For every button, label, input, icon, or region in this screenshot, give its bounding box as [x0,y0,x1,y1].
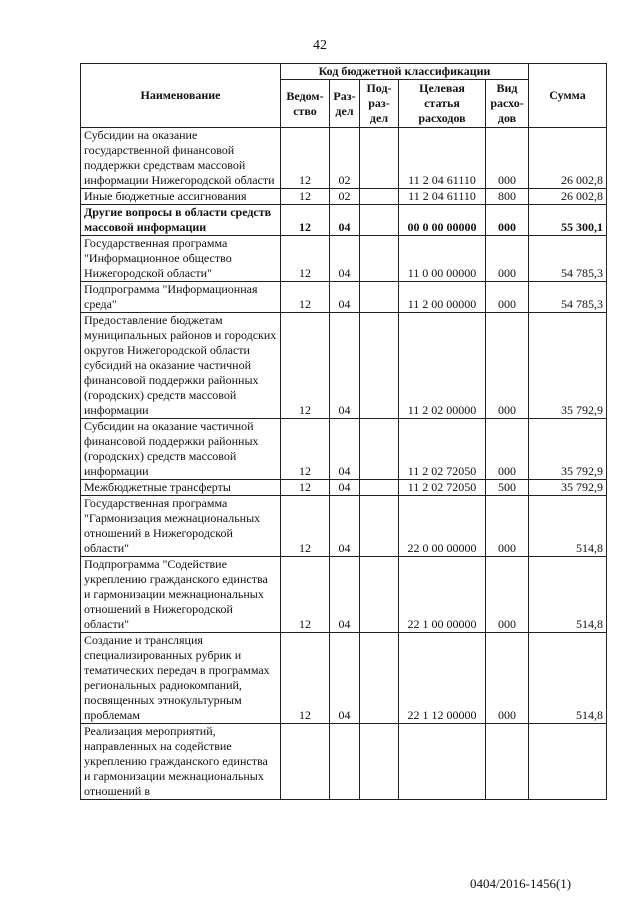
row-podrazdel [360,205,399,236]
row-vedomstvo: 12 [281,128,330,189]
row-vedomstvo: 12 [281,480,330,496]
row-statya: 11 2 00 00000 [399,282,486,313]
row-podrazdel [360,128,399,189]
row-sum [529,724,607,800]
row-podrazdel [360,480,399,496]
row-razdel: 04 [330,236,360,282]
row-vedomstvo: 12 [281,189,330,205]
row-sum: 54 785,3 [529,282,607,313]
table-row [81,633,607,724]
document-code: 0404/2016-1456(1) [470,876,572,891]
row-podrazdel [360,419,399,480]
budget-table [80,63,607,800]
table-row [81,480,607,496]
header-podrazdel: Под-раз-дел [360,80,399,128]
row-name: Государственная программа "Информационное общество Нижегородской области" [81,236,281,282]
row-name: Государственная программа "Гармонизация межнациональных отношений в Нижегородской области" [81,496,281,557]
row-name: Подпрограмма "Содействие укреплению гражданского единства и гармонизации межнациональных отношений в Нижегородской области" [81,557,281,633]
row-vedomstvo: 12 [281,633,330,724]
row-vedomstvo: 12 [281,313,330,419]
table-row [81,496,607,557]
row-razdel [330,724,360,800]
row-podrazdel [360,313,399,419]
row-razdel: 04 [330,480,360,496]
row-statya [399,724,486,800]
table-row [81,189,607,205]
row-name: Подпрограмма "Информационная среда" [81,282,281,313]
row-vid: 000 [486,282,529,313]
row-sum: 514,8 [529,496,607,557]
table-row [81,419,607,480]
row-razdel: 04 [330,419,360,480]
row-vedomstvo [281,724,330,800]
table-row [81,724,607,800]
row-sum: 54 785,3 [529,236,607,282]
row-vid: 000 [486,236,529,282]
table-row [81,205,607,236]
row-vedomstvo: 12 [281,496,330,557]
row-podrazdel [360,282,399,313]
table-row [81,128,607,189]
row-vedomstvo: 12 [281,236,330,282]
row-vid: 000 [486,205,529,236]
row-statya: 22 1 12 00000 [399,633,486,724]
header-name: Наименование [81,64,281,128]
row-vid: 800 [486,189,529,205]
row-vedomstvo: 12 [281,282,330,313]
row-name: Создание и трансляция специализированных рубрик и тематических передач в программах региональных радиокомпаний, посвященных этнокультурным проблемам [81,633,281,724]
row-vid: 000 [486,633,529,724]
header-classification: Код бюджетной классификации [281,64,529,80]
row-statya: 11 2 04 61110 [399,189,486,205]
row-sum: 26 002,8 [529,128,607,189]
row-razdel: 04 [330,313,360,419]
row-vedomstvo: 12 [281,557,330,633]
header-sum: Сумма [529,64,607,128]
row-statya: 11 2 02 00000 [399,313,486,419]
row-name: Реализация мероприятий, направленных на содействие укреплению гражданского единства и гармонизации межнациональных отношений в [81,724,281,800]
row-statya: 11 2 02 72050 [399,419,486,480]
row-name: Иные бюджетные ассигнования [81,189,281,205]
row-razdel: 04 [330,282,360,313]
header-statya: Целевая статья расходов [399,80,486,128]
row-podrazdel [360,633,399,724]
row-sum: 35 792,9 [529,480,607,496]
row-statya: 22 1 00 00000 [399,557,486,633]
row-vid: 000 [486,557,529,633]
header-razdel: Раз-дел [330,80,360,128]
row-podrazdel [360,236,399,282]
row-sum: 55 300,1 [529,205,607,236]
row-statya: 11 2 02 72050 [399,480,486,496]
row-razdel: 04 [330,633,360,724]
row-sum: 514,8 [529,557,607,633]
row-vedomstvo: 12 [281,205,330,236]
row-razdel: 04 [330,496,360,557]
header-vid: Вид расхо-дов [486,80,529,128]
row-podrazdel [360,496,399,557]
table-row [81,557,607,633]
row-podrazdel [360,557,399,633]
row-podrazdel [360,724,399,800]
table-row [81,313,607,419]
row-name: Субсидии на оказание частичной финансовой поддержки районных (городских) средств массовой информации [81,419,281,480]
header-vedomstvo: Ведом-ство [281,80,330,128]
row-statya: 11 0 00 00000 [399,236,486,282]
row-razdel: 02 [330,189,360,205]
row-vid: 000 [486,313,529,419]
row-vid: 000 [486,419,529,480]
row-vid: 500 [486,480,529,496]
row-name: Предоставление бюджетам муниципальных районов и городских округов Нижегородской области субсидий на оказание частичной финансовой поддержки районных (городских) средств массовой информации [81,313,281,419]
row-statya: 11 2 04 61110 [399,128,486,189]
table-row [81,282,607,313]
table-body [81,128,607,800]
row-name: Другие вопросы в области средств массовой информации [81,205,281,236]
row-sum: 514,8 [529,633,607,724]
row-name: Межбюджетные трансферты [81,480,281,496]
row-name: Субсидии на оказание государственной финансовой поддержки средствам массовой информации Нижегородской области [81,128,281,189]
row-razdel: 02 [330,128,360,189]
row-statya: 00 0 00 00000 [399,205,486,236]
row-statya: 22 0 00 00000 [399,496,486,557]
row-vid: 000 [486,496,529,557]
table-row [81,236,607,282]
row-razdel: 04 [330,205,360,236]
row-podrazdel [360,189,399,205]
page-number: 42 [313,38,327,53]
row-razdel: 04 [330,557,360,633]
row-sum: 35 792,9 [529,419,607,480]
row-vid [486,724,529,800]
row-vid: 000 [486,128,529,189]
row-sum: 35 792,9 [529,313,607,419]
row-sum: 26 002,8 [529,189,607,205]
row-vedomstvo: 12 [281,419,330,480]
